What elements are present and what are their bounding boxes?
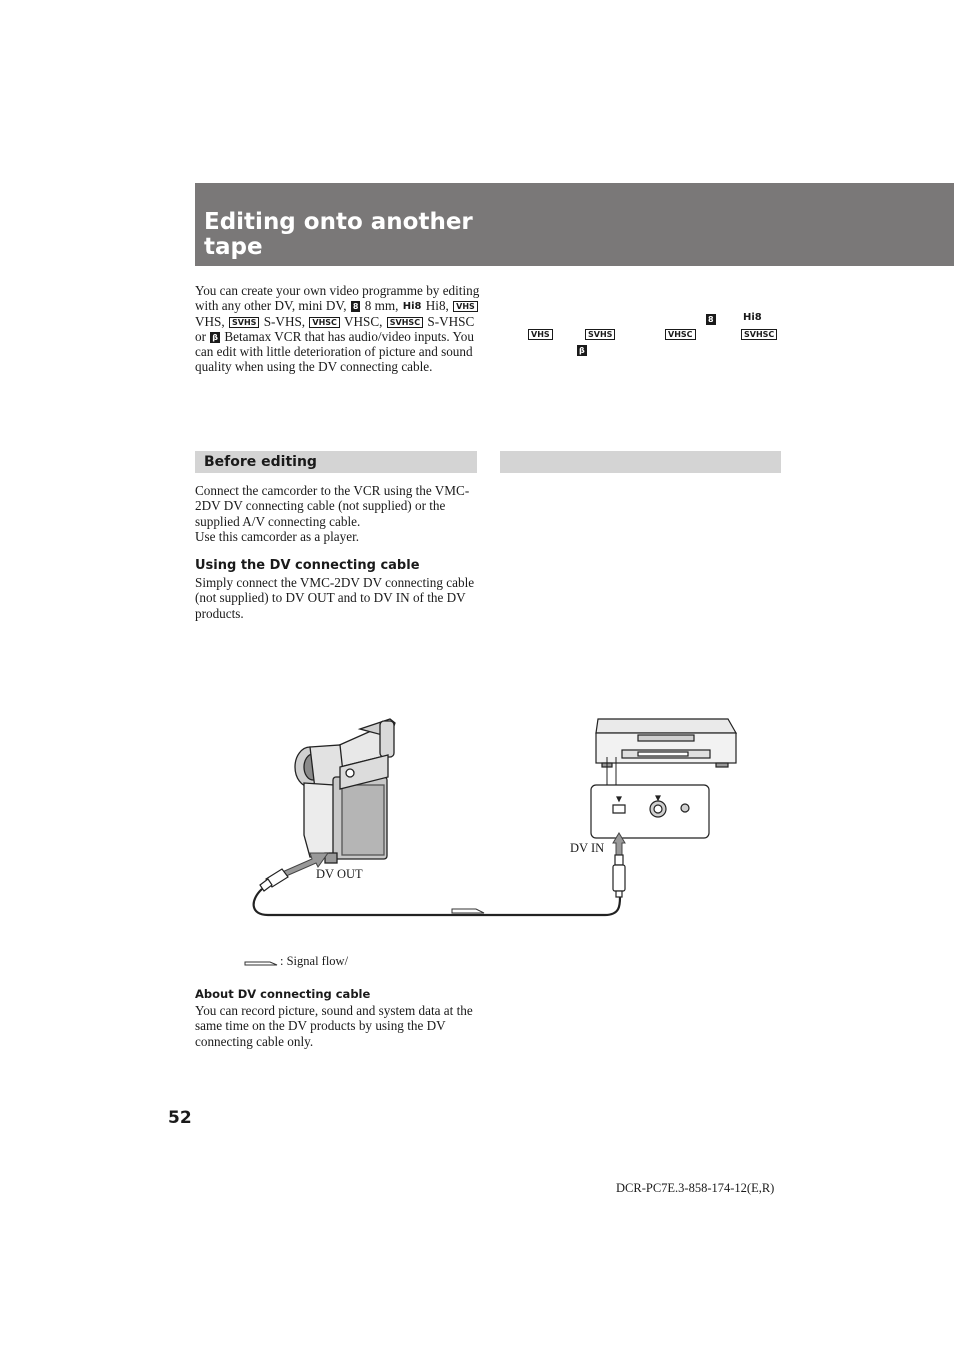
- section-title-before-editing: Before editing: [204, 454, 317, 470]
- format-betamax-logo-right: β: [579, 346, 585, 355]
- intro-text-5: S-VHS,: [260, 313, 309, 329]
- format-8mm-logo-right: 8: [708, 315, 714, 324]
- document-code: DCR-PC7E.3-858-174-12(E,R): [616, 1181, 775, 1195]
- before-editing-text: Connect the camcorder to the VCR using the VMC-2DV DV connecting cable (not supplied) or the supplied A/V connecting cable.: [195, 483, 470, 529]
- dv-plug-out: [260, 869, 288, 891]
- format-8mm-logo: 8: [352, 302, 359, 312]
- intro-text-4: VHS,: [195, 313, 228, 329]
- format-svhsc-logo: SVHSC: [387, 317, 423, 328]
- legend-text: : Signal flow/: [280, 954, 349, 968]
- intro-text-8: Betamax VCR that has audio/video inputs. You can edit with little deterioration of picture and sound quality when using the DV connecting cable.: [195, 328, 474, 375]
- page-title: Editing onto another tape: [204, 209, 473, 260]
- intro-text-1: You can create your own video programme by editing with any other DV, mini DV,: [195, 283, 480, 314]
- format-betamax-logo: β: [212, 332, 219, 342]
- format-vhs-logo-right: VHS: [528, 329, 553, 340]
- intro-text-3: Hi8,: [422, 298, 453, 314]
- subheading-dv-cable: Using the DV connecting cable: [195, 558, 420, 573]
- vcr-illustration: [596, 719, 736, 767]
- dv-cable-paragraph: Simply connect the VMC-2DV DV connecting cable (not supplied) to DV OUT and to DV IN of the DV products.: [195, 575, 475, 621]
- about-heading: About DV connecting cable: [195, 987, 371, 1001]
- camcorder-illustration: [295, 719, 395, 863]
- signal-flow-arrow: [452, 909, 484, 913]
- format-vhs-logo: VHS: [453, 301, 478, 312]
- format-vhsc-logo: VHSC: [309, 317, 340, 328]
- format-vhsc-logo-right: VHSC: [665, 329, 696, 340]
- format-hi8-logo-right: Hi8: [743, 312, 762, 323]
- about-paragraph: You can record picture, sound and system data at the same time on the DV products by using the DV connecting cable only.: [195, 1003, 473, 1049]
- connection-diagram: [240, 705, 740, 975]
- before-editing-paragraph: [195, 483, 480, 544]
- legend-arrow-icon: [244, 957, 278, 967]
- dv-plug-in: [613, 855, 625, 897]
- dv-out-label: DV OUT: [316, 867, 363, 881]
- dv-in-label: DV IN: [570, 841, 605, 855]
- format-svhsc-logo-right: SVHSC: [741, 329, 777, 340]
- dv-cable: [254, 889, 620, 915]
- intro-paragraph: [195, 283, 480, 375]
- intro-text-7: S-VHSC or: [195, 313, 475, 344]
- format-svhs-logo-right: SVHS: [585, 329, 615, 340]
- section-bar-right: [500, 451, 781, 473]
- format-hi8-logo: Hi8: [402, 301, 422, 313]
- format-svhs-logo: SVHS: [229, 317, 259, 328]
- before-editing-text-2: Use this camcorder as a player.: [195, 528, 360, 544]
- page-number: 52: [168, 1108, 192, 1128]
- vcr-input-panel: [591, 785, 709, 838]
- intro-text-6: VHSC,: [340, 313, 386, 329]
- intro-text-2: 8 mm,: [361, 298, 402, 314]
